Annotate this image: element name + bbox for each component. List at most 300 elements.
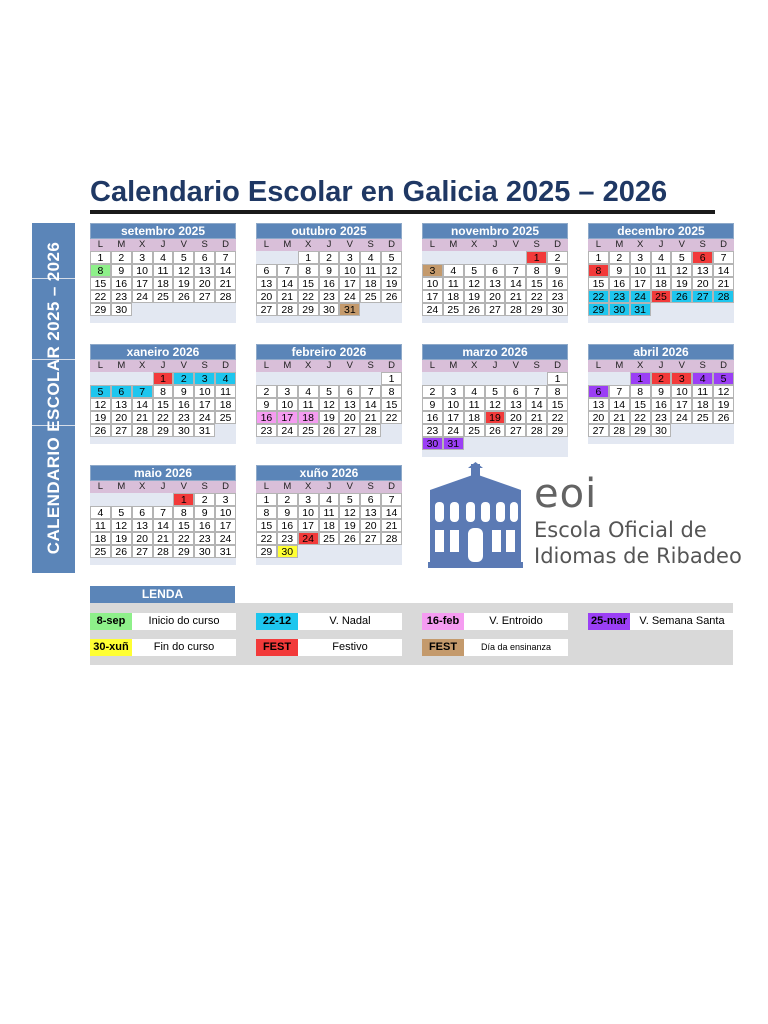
day-cell: 30 <box>319 303 340 316</box>
empty-cell <box>505 251 526 264</box>
weekday-label: V <box>180 239 188 250</box>
day-cell: 23 <box>547 290 568 303</box>
weekday-row <box>256 239 402 251</box>
empty-cell <box>651 303 672 316</box>
day-cell: 21 <box>215 277 236 290</box>
day-cell: 28 <box>609 424 630 437</box>
day-cell: 24 <box>422 303 443 316</box>
day-cell: 12 <box>381 264 402 277</box>
day-cell: 30 <box>547 303 568 316</box>
day-cell: 7 <box>713 251 734 264</box>
weekday-label: V <box>346 239 354 250</box>
empty-cell <box>713 424 734 437</box>
month-footer <box>588 437 734 444</box>
day-cell: 5 <box>173 251 194 264</box>
day-grid <box>256 372 402 437</box>
day-cell: 4 <box>298 385 319 398</box>
day-cell: 15 <box>381 398 402 411</box>
day-cell: 22 <box>298 290 319 303</box>
empty-cell <box>277 251 298 264</box>
empty-cell <box>526 437 547 450</box>
weekday-label: X <box>636 239 644 250</box>
legend-item <box>588 613 734 630</box>
day-cell: 21 <box>505 290 526 303</box>
day-cell: 11 <box>692 385 713 398</box>
day-cell: 11 <box>443 277 464 290</box>
day-cell: 12 <box>464 277 485 290</box>
weekday-label: J <box>492 239 498 250</box>
day-cell: 6 <box>194 251 215 264</box>
day-cell: 20 <box>692 277 713 290</box>
day-cell: 18 <box>90 532 111 545</box>
month-footer <box>422 316 568 323</box>
day-cell: 6 <box>256 264 277 277</box>
month-calendar <box>90 465 236 565</box>
weekday-label: D <box>554 360 561 371</box>
weekday-label: J <box>492 360 498 371</box>
empty-cell <box>464 437 485 450</box>
day-grid <box>90 493 236 558</box>
vertical-banner <box>32 223 75 573</box>
day-cell: 2 <box>277 493 298 506</box>
weekday-label: M <box>449 239 458 250</box>
day-cell: 21 <box>526 411 547 424</box>
month-title: decembro 2025 <box>588 223 734 239</box>
day-cell: 22 <box>381 411 402 424</box>
legend-item <box>90 639 236 656</box>
weekday-label: M <box>449 360 458 371</box>
empty-cell <box>277 372 298 385</box>
day-cell: 19 <box>671 277 692 290</box>
day-grid <box>90 372 236 437</box>
logo-mark: eoi <box>534 471 598 517</box>
legend-label: Inicio do curso <box>132 613 236 630</box>
weekday-label: M <box>615 239 624 250</box>
day-cell: 26 <box>111 545 132 558</box>
day-cell: 1 <box>298 251 319 264</box>
day-cell: 30 <box>277 545 298 558</box>
day-cell: 19 <box>339 519 360 532</box>
weekday-label: S <box>367 360 374 371</box>
empty-cell <box>381 303 402 316</box>
legend-label: Festivo <box>298 639 402 656</box>
school-name-line2: Idiomas de Ribadeo <box>534 544 742 568</box>
day-cell: 11 <box>319 506 340 519</box>
legend-label: V. Nadal <box>298 613 402 630</box>
day-cell: 15 <box>526 277 547 290</box>
day-cell: 27 <box>360 532 381 545</box>
day-cell: 4 <box>319 493 340 506</box>
day-cell: 12 <box>713 385 734 398</box>
day-cell: 16 <box>651 398 672 411</box>
day-cell: 5 <box>111 506 132 519</box>
weekday-label: M <box>117 239 126 250</box>
day-cell: 12 <box>671 264 692 277</box>
day-cell: 16 <box>319 277 340 290</box>
day-cell: 22 <box>173 532 194 545</box>
day-cell: 29 <box>298 303 319 316</box>
weekday-label: J <box>658 239 664 250</box>
month-title: febreiro 2026 <box>256 344 402 360</box>
day-cell: 5 <box>319 385 340 398</box>
weekday-label: V <box>346 360 354 371</box>
day-cell: 4 <box>215 372 236 385</box>
day-cell: 25 <box>651 290 672 303</box>
day-cell: 23 <box>609 290 630 303</box>
day-cell: 24 <box>630 290 651 303</box>
month-calendar <box>256 223 402 323</box>
weekday-label: J <box>160 239 166 250</box>
day-cell: 20 <box>256 290 277 303</box>
weekday-label: S <box>367 239 374 250</box>
day-cell: 19 <box>464 290 485 303</box>
day-cell: 28 <box>381 532 402 545</box>
day-cell: 8 <box>588 264 609 277</box>
day-cell: 14 <box>153 519 174 532</box>
day-grid <box>422 372 568 450</box>
empty-cell <box>256 372 277 385</box>
vertical-title: CALENDARIO ESCOLAR 2025 – 2026 <box>43 241 63 555</box>
empty-cell <box>111 493 132 506</box>
day-cell: 2 <box>256 385 277 398</box>
day-cell: 5 <box>671 251 692 264</box>
day-cell: 3 <box>443 385 464 398</box>
day-cell: 8 <box>630 385 651 398</box>
day-cell: 15 <box>547 398 568 411</box>
day-cell: 23 <box>173 411 194 424</box>
day-cell: 3 <box>630 251 651 264</box>
empty-cell <box>713 303 734 316</box>
day-cell: 25 <box>90 545 111 558</box>
day-cell: 29 <box>153 424 174 437</box>
weekday-label: X <box>470 239 478 250</box>
day-cell: 27 <box>111 424 132 437</box>
day-cell: 7 <box>505 264 526 277</box>
weekday-label: D <box>554 239 561 250</box>
day-cell: 1 <box>90 251 111 264</box>
weekday-label: D <box>388 239 395 250</box>
legend-code: FEST <box>422 639 464 656</box>
weekday-label: L <box>595 360 602 371</box>
empty-cell <box>298 372 319 385</box>
month-calendar <box>256 344 402 444</box>
day-cell: 31 <box>194 424 215 437</box>
weekday-label: M <box>283 360 292 371</box>
day-cell: 17 <box>215 519 236 532</box>
day-cell: 14 <box>381 506 402 519</box>
weekday-label: X <box>636 360 644 371</box>
day-cell: 21 <box>277 290 298 303</box>
day-cell: 29 <box>173 545 194 558</box>
legend-label: V. Semana Santa <box>630 613 734 630</box>
day-cell: 24 <box>132 290 153 303</box>
day-cell: 7 <box>215 251 236 264</box>
empty-cell <box>256 251 277 264</box>
empty-cell <box>464 372 485 385</box>
weekday-label: X <box>304 481 312 492</box>
empty-cell <box>298 545 319 558</box>
weekday-label: X <box>138 239 146 250</box>
day-cell: 2 <box>173 372 194 385</box>
day-cell: 1 <box>630 372 651 385</box>
day-cell: 8 <box>381 385 402 398</box>
day-cell: 9 <box>422 398 443 411</box>
day-cell: 15 <box>256 519 277 532</box>
day-cell: 22 <box>256 532 277 545</box>
day-cell: 30 <box>111 303 132 316</box>
day-cell: 3 <box>215 493 236 506</box>
weekday-label: D <box>388 360 395 371</box>
day-cell: 27 <box>692 290 713 303</box>
day-cell: 23 <box>194 532 215 545</box>
month-footer <box>256 437 402 444</box>
day-cell: 18 <box>319 519 340 532</box>
day-cell: 22 <box>526 290 547 303</box>
day-cell: 15 <box>298 277 319 290</box>
day-cell: 18 <box>360 277 381 290</box>
month-title: xuño 2026 <box>256 465 402 481</box>
day-cell: 26 <box>339 532 360 545</box>
weekday-label: S <box>201 360 208 371</box>
day-cell: 23 <box>277 532 298 545</box>
day-cell: 31 <box>630 303 651 316</box>
day-cell: 8 <box>153 385 174 398</box>
day-cell: 19 <box>319 411 340 424</box>
legend-item <box>422 613 568 630</box>
day-cell: 24 <box>215 532 236 545</box>
day-cell: 19 <box>111 532 132 545</box>
day-cell: 2 <box>422 385 443 398</box>
day-cell: 17 <box>194 398 215 411</box>
day-cell: 5 <box>339 493 360 506</box>
day-cell: 2 <box>651 372 672 385</box>
weekday-label: L <box>429 239 436 250</box>
empty-cell <box>671 424 692 437</box>
day-cell: 29 <box>547 424 568 437</box>
day-cell: 27 <box>339 424 360 437</box>
legend-heading: LENDA <box>90 586 235 603</box>
weekday-label: J <box>326 239 332 250</box>
day-cell: 1 <box>588 251 609 264</box>
day-cell: 26 <box>173 290 194 303</box>
legend-item <box>422 639 568 656</box>
weekday-row <box>90 239 236 251</box>
day-cell: 3 <box>671 372 692 385</box>
day-cell: 1 <box>153 372 174 385</box>
day-cell: 25 <box>153 290 174 303</box>
legend-code: 22-12 <box>256 613 298 630</box>
month-title: setembro 2025 <box>90 223 236 239</box>
empty-cell <box>671 303 692 316</box>
day-grid <box>422 251 568 316</box>
day-cell: 24 <box>298 532 319 545</box>
empty-cell <box>132 493 153 506</box>
day-cell: 3 <box>132 251 153 264</box>
day-cell: 6 <box>360 493 381 506</box>
day-cell: 10 <box>215 506 236 519</box>
day-cell: 13 <box>111 398 132 411</box>
day-cell: 14 <box>132 398 153 411</box>
weekday-label: X <box>138 481 146 492</box>
day-cell: 17 <box>443 411 464 424</box>
day-cell: 28 <box>132 424 153 437</box>
month-title: abril 2026 <box>588 344 734 360</box>
day-cell: 25 <box>443 303 464 316</box>
empty-cell <box>381 424 402 437</box>
day-cell: 7 <box>360 385 381 398</box>
weekday-label: V <box>180 360 188 371</box>
day-grid <box>256 251 402 316</box>
day-cell: 11 <box>464 398 485 411</box>
month-calendar <box>588 344 734 444</box>
day-grid <box>588 251 734 316</box>
day-cell: 17 <box>298 519 319 532</box>
day-cell: 18 <box>651 277 672 290</box>
weekday-label: M <box>117 481 126 492</box>
day-cell: 20 <box>505 411 526 424</box>
day-cell: 15 <box>90 277 111 290</box>
legend-label: Fin do curso <box>132 639 236 656</box>
empty-cell <box>443 251 464 264</box>
day-cell: 24 <box>443 424 464 437</box>
day-cell: 9 <box>194 506 215 519</box>
weekday-label: S <box>201 481 208 492</box>
weekday-label: J <box>160 481 166 492</box>
day-cell: 10 <box>339 264 360 277</box>
day-cell: 19 <box>381 277 402 290</box>
day-grid <box>90 251 236 316</box>
day-cell: 12 <box>173 264 194 277</box>
day-cell: 18 <box>215 398 236 411</box>
day-cell: 13 <box>360 506 381 519</box>
weekday-label: V <box>678 239 686 250</box>
day-cell: 16 <box>256 411 277 424</box>
empty-cell <box>339 372 360 385</box>
day-cell: 23 <box>651 411 672 424</box>
day-cell: 25 <box>298 424 319 437</box>
day-cell: 28 <box>215 290 236 303</box>
day-cell: 9 <box>256 398 277 411</box>
day-cell: 4 <box>464 385 485 398</box>
legend-item <box>256 613 402 630</box>
day-cell: 11 <box>360 264 381 277</box>
day-cell: 26 <box>90 424 111 437</box>
day-cell: 12 <box>111 519 132 532</box>
weekday-label: L <box>97 239 104 250</box>
weekday-label: M <box>283 481 292 492</box>
day-cell: 28 <box>153 545 174 558</box>
day-cell: 8 <box>256 506 277 519</box>
month-title: xaneiro 2026 <box>90 344 236 360</box>
empty-cell <box>381 545 402 558</box>
day-cell: 16 <box>111 277 132 290</box>
day-cell: 11 <box>153 264 174 277</box>
day-cell: 12 <box>319 398 340 411</box>
day-cell: 6 <box>588 385 609 398</box>
day-cell: 6 <box>692 251 713 264</box>
legend-code: 8-sep <box>90 613 132 630</box>
month-footer <box>90 558 236 565</box>
weekday-label: X <box>304 239 312 250</box>
empty-cell <box>692 424 713 437</box>
day-cell: 21 <box>132 411 153 424</box>
empty-cell <box>360 372 381 385</box>
day-cell: 18 <box>298 411 319 424</box>
day-cell: 27 <box>256 303 277 316</box>
weekday-label: J <box>658 360 664 371</box>
empty-cell <box>526 372 547 385</box>
empty-cell <box>194 303 215 316</box>
day-cell: 22 <box>588 290 609 303</box>
weekday-label: D <box>720 239 727 250</box>
day-cell: 22 <box>630 411 651 424</box>
weekday-label: L <box>263 481 270 492</box>
empty-cell <box>547 437 568 450</box>
day-cell: 9 <box>319 264 340 277</box>
weekday-label: V <box>180 481 188 492</box>
day-cell: 2 <box>194 493 215 506</box>
day-cell: 29 <box>630 424 651 437</box>
day-cell: 7 <box>526 385 547 398</box>
empty-cell <box>215 424 236 437</box>
day-cell: 2 <box>547 251 568 264</box>
day-cell: 19 <box>485 411 506 424</box>
day-cell: 17 <box>132 277 153 290</box>
day-cell: 14 <box>215 264 236 277</box>
day-cell: 20 <box>360 519 381 532</box>
day-cell: 10 <box>671 385 692 398</box>
day-cell: 5 <box>485 385 506 398</box>
day-cell: 6 <box>485 264 506 277</box>
weekday-label: D <box>222 239 229 250</box>
day-cell: 6 <box>505 385 526 398</box>
empty-cell <box>360 545 381 558</box>
day-cell: 26 <box>485 424 506 437</box>
weekday-label: D <box>222 360 229 371</box>
legend-code: 30-xuñ <box>90 639 132 656</box>
weekday-label: L <box>263 360 270 371</box>
empty-cell <box>90 372 111 385</box>
day-cell: 1 <box>256 493 277 506</box>
day-cell: 21 <box>153 532 174 545</box>
day-cell: 11 <box>298 398 319 411</box>
day-cell: 9 <box>277 506 298 519</box>
day-grid <box>588 372 734 437</box>
weekday-label: V <box>512 360 520 371</box>
day-cell: 5 <box>90 385 111 398</box>
day-cell: 11 <box>90 519 111 532</box>
day-cell: 12 <box>485 398 506 411</box>
day-cell: 24 <box>339 290 360 303</box>
month-calendar <box>90 223 236 323</box>
month-title: novembro 2025 <box>422 223 568 239</box>
day-cell: 9 <box>111 264 132 277</box>
day-cell: 20 <box>339 411 360 424</box>
weekday-label: X <box>138 360 146 371</box>
day-cell: 28 <box>526 424 547 437</box>
day-cell: 19 <box>713 398 734 411</box>
day-cell: 20 <box>111 411 132 424</box>
day-cell: 15 <box>173 519 194 532</box>
empty-cell <box>443 372 464 385</box>
month-title: maio 2026 <box>90 465 236 481</box>
day-cell: 23 <box>422 424 443 437</box>
weekday-label: V <box>678 360 686 371</box>
day-cell: 28 <box>713 290 734 303</box>
legend-box <box>90 603 733 665</box>
weekday-label: S <box>699 239 706 250</box>
empty-cell <box>505 437 526 450</box>
